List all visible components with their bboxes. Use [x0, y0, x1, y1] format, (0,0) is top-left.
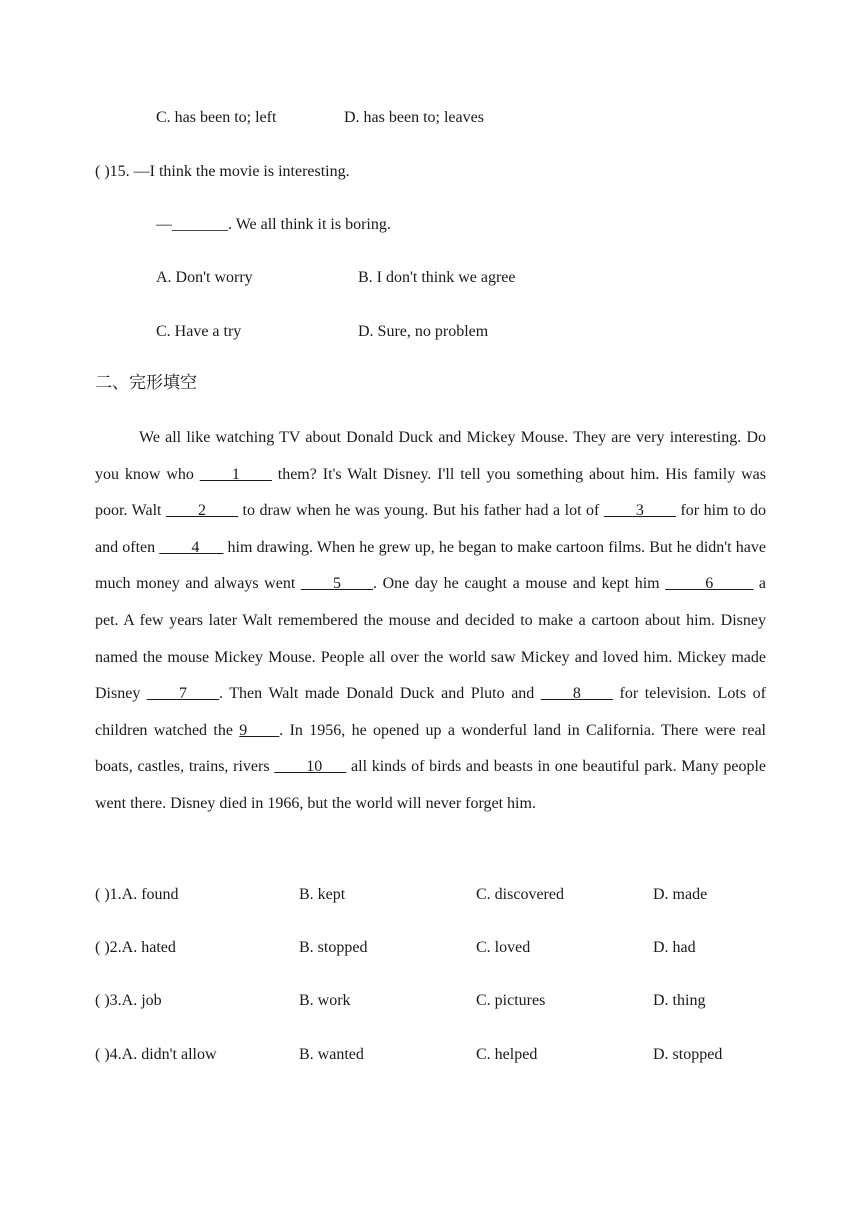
q15-option-d: D. Sure, no problem — [358, 323, 489, 340]
passage-text: for him to do and often — [95, 502, 767, 556]
choice-question: ( )3.A. job — [95, 992, 162, 1009]
q15-option-a: A. Don't worry — [156, 269, 253, 286]
q14-option-c: C. has been to; left — [156, 109, 277, 126]
choice-option: B. wanted — [299, 1046, 364, 1063]
cloze-blank[interactable]: ____10___ — [274, 758, 347, 776]
q14-option-d: D. has been to; leaves — [344, 109, 484, 126]
cloze-blank[interactable]: _____6_____ — [665, 575, 754, 593]
choice-option: C. helped — [476, 1046, 538, 1063]
cloze-blank[interactable]: 9____ — [239, 721, 280, 739]
cloze-blank[interactable]: ____5____ — [300, 575, 373, 593]
cloze-blank[interactable]: ____3____ — [603, 502, 676, 520]
choice-question: ( )1.A. found — [95, 886, 179, 903]
passage-text: . Then Walt made Donald Duck and Pluto and — [218, 685, 541, 703]
choice-option: C. discovered — [476, 886, 564, 903]
passage-text: for television. Lots of children watched the — [95, 685, 766, 739]
passage-text: them? It's Walt Disney. I'll tell you something about him. His family was poor. Walt — [95, 465, 766, 520]
cloze-blank[interactable]: ____1____ — [199, 465, 272, 483]
q15-option-b: B. I don't think we agree — [358, 269, 516, 286]
cloze-passage — [95, 420, 766, 823]
choice-option: B. kept — [299, 886, 346, 903]
section-title: 二、完形填空 — [95, 373, 197, 393]
cloze-blank[interactable]: ____2____ — [166, 502, 239, 520]
choice-option: D. made — [653, 886, 708, 903]
q15-option-c: C. Have a try — [156, 323, 242, 340]
cloze-blank[interactable]: ____7____ — [146, 685, 219, 703]
passage-text: him drawing. When he grew up, he began to make cartoon films. But he didn't have much money and always went — [95, 538, 766, 593]
choice-option: D. thing — [653, 992, 706, 1009]
choice-option: B. work — [299, 992, 351, 1009]
q15-stem: ( )15. —I think the movie is interesting. — [95, 163, 350, 180]
passage-text: all kinds of birds and beasts in one beautiful park. Many people went there. Disney died in 1966, but the world will never forget him. — [95, 758, 766, 812]
q15-reply: —_______. We all think it is boring. — [156, 216, 391, 233]
cloze-blank[interactable]: ____8____ — [540, 685, 613, 703]
choice-option: D. stopped — [653, 1046, 723, 1063]
passage-text: . In 1956, he opened up a wonderful land in California. There were real boats, castles, trains, rivers — [95, 721, 766, 776]
passage-text: . One day he caught a mouse and kept him — [372, 575, 666, 593]
choice-question: ( )2.A. hated — [95, 939, 176, 956]
passage-text: We all like watching TV about Donald Duck and Mickey Mouse. They are very interesting. Do you know who — [95, 429, 766, 483]
choice-question: ( )4.A. didn't allow — [95, 1046, 217, 1063]
cloze-blank[interactable]: ____4___ — [159, 538, 224, 556]
choice-option: B. stopped — [299, 939, 368, 956]
passage-text: a pet. A few years later Walt remembered the mouse and decided to make a cartoon about him. Disney named the mouse Mickey Mouse. People all over the world saw Mickey and loved him. Mickey made Disney — [95, 575, 767, 703]
passage-text: to draw when he was young. But his father had a lot of — [238, 502, 604, 520]
choice-option: C. pictures — [476, 992, 546, 1009]
choice-option: D. had — [653, 939, 696, 956]
choice-option: C. loved — [476, 939, 531, 956]
